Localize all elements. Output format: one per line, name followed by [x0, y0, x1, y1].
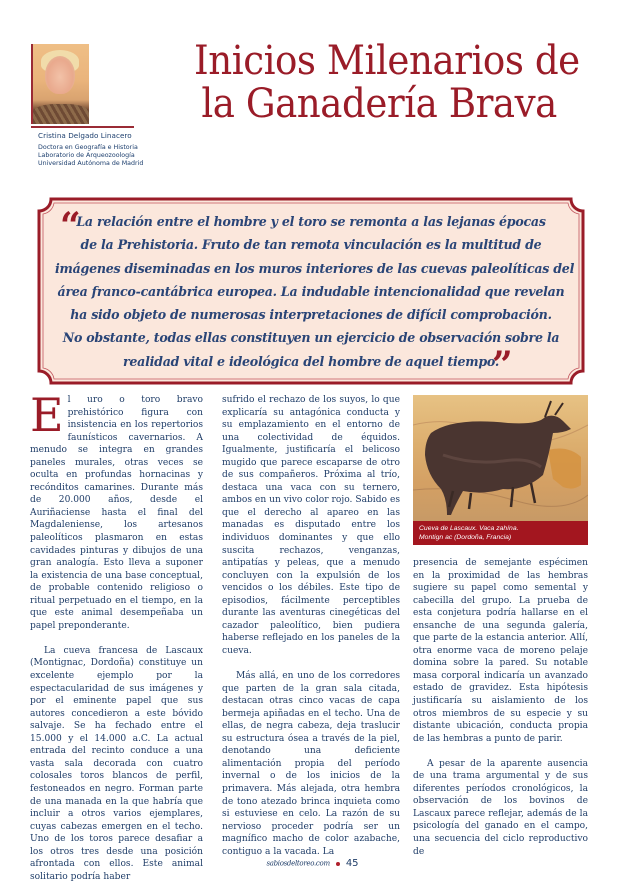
- pull-quote-box: [37, 197, 585, 385]
- author-credential: Laboratorio de Arqueozoología: [38, 152, 135, 159]
- cave-painting-cow-icon: [413, 395, 588, 521]
- page-footer: [0, 858, 625, 869]
- cave-painting-cow-image: [413, 395, 588, 521]
- author-credential: Doctora en Geografía e Historia: [38, 144, 138, 151]
- portrait-scarf: [33, 104, 89, 124]
- page-number: 45: [345, 858, 359, 869]
- author-credential: Universidad Autónoma de Madrid: [38, 160, 144, 167]
- author-name: Cristina Delgado Linacero: [38, 131, 132, 140]
- quote-line: La relación entre el hombre y el toro se remonta a las lejanas épocas: [76, 214, 546, 229]
- quote-line: realidad vital e ideológica del hombre de aquel tiempo.: [123, 353, 499, 369]
- body-column-1: [30, 388, 203, 883]
- quote-line: No obstante, todas ellas constituyen un ejercicio de observación sobre la: [62, 330, 560, 346]
- body-column-3: [413, 557, 588, 858]
- title-line: la Ganadería Brava: [201, 81, 557, 127]
- quote-line: área franco-cantábrica europea. La indudable intencionalidad que revelan: [57, 283, 565, 299]
- portrait-face: [45, 56, 75, 94]
- body-paragraph: [30, 388, 203, 632]
- footer-site-link[interactable]: sabiosdeltoreo.com: [266, 859, 330, 868]
- body-paragraph: La cueva francesa de Lascaux (Montignac, Dordoña) constituye un excelente ejemplo por la espectacularidad de sus imágenes y por el eminente papel que sus autores concedieron a este bóvido salvaje. Se ha fechado entre el 15.000 y el 14.000 a.C. La actual entrada del recinto conduce a una vasta sala decorada con cuatro colosales toros blancos de perfil, festoneados en negro. Forman parte de una manada en la que habría que incluir a otros varios ejemplares, cuyas cabezas emergen en el techo. Uno de los toros parece desafiar a los otros tres desde una posición afrontada con ellos. Este animal solitario podría haber: [30, 645, 203, 882]
- author-photo: [31, 44, 89, 124]
- quote-line: de la Prehistoria. Fruto de tan remota vinculación es la multitud de: [80, 237, 542, 253]
- title-line: Inicios Milenarios de: [194, 38, 580, 84]
- bullet-separator-icon: [336, 862, 340, 866]
- caption-line: Montign ac (Dordoña, Francia): [419, 534, 512, 541]
- drop-cap: E: [30, 388, 64, 442]
- article-title: [168, 38, 580, 127]
- close-quote-icon: ”: [492, 344, 513, 386]
- paragraph-text: l uro o toro bravo prehistórico figura con insistencia en los repertorios faunísticos cavernarios. A menudo se integra en grandes paneles murales, otras veces se oculta en profundas hornacinas y recónditos camarines. Durante más de 20.000 años, desde el Auriñaciense hasta el final del Magdaleniense, los artesanos paleolíticos plasmaron en estas cavidades pinturas y dibujos de una gran analogía. Esto lleva a suponer la existencia de una base conceptual, de probable contenido religioso o ritual perpetuado en el tiempo, en la que este animal desempeñaba un papel preponderante.: [30, 395, 203, 631]
- quote-line: ha sido objeto de numerosas interpretaciones de difícil comprobación.: [70, 307, 552, 323]
- body-paragraph: sufrido el rechazo de los suyos, lo que explicaría su antagónica conducta y su emplazamiento en el entorno de una colectividad de équidos. Igualmente, justificaría el belicoso mugido que parece escaparse de otro de sus compañeros. Próxima al trío, destaca una vaca con su ternero, ambos en un vivo color rojo. Sabido es que el derecho al apareo en las manadas es disputado entre los individuos dominantes y que ello suscita rechazos, venganzas, antipatías y peleas, que a menudo concluyen con la expulsión de los vencidos o los débiles. Este tipo de episodios, fácilmente perceptibles durante las aventuras cinegéticas del cazador paleolítico, bien pudiera haberse reflejado en los paneles de la cueva.: [222, 395, 400, 656]
- body-paragraph: A pesar de la aparente ausencia de una trama argumental y de sus diferentes períodos cronológicos, la observación de los bovinos de Lascaux parece reflejar, además de la psicología del ganado en el campo, una secuencia del ciclo reproductivo de: [413, 758, 588, 857]
- author-credentials: [38, 144, 143, 168]
- caption-line: Cueva de Lascaux. Vaca zahína.: [419, 525, 519, 532]
- body-column-2: [222, 394, 400, 858]
- body-paragraph: Más allá, en uno de los corredores que parten de la gran sala citada, destacan otras cinco vacas de capa bermeja apiñadas en el techo. Una de ellas, de negra cabeza, deja traslucir su estructura ósea a través de la piel, denotando una deficiente alimentación propia del período invernal o de los inicios de la primavera. Más alejada, otra hembra de tono atezado brinca inquieta como si estuviese en celo. La razón de su nervioso proceder podría ser un magnífico macho de color azabache, contiguo a la vacada. La: [222, 671, 400, 857]
- pull-quote-text: [55, 205, 575, 373]
- figure-caption: [413, 521, 588, 545]
- body-paragraph: presencia de semejante espécimen en la proximidad de las hembras sugiere su papel como semental y cabecilla del grupo. La prueba de esta conjetura podría hallarse en el ensanche de una segunda galería, que parte de la estancia anterior. Allí, otra enorme vaca de moreno pelaje domina sobre la pared. Su notable masa corporal indicaría un avanzado estado de gravidez. Esta hipótesis justificaría su aislamiento de los otros miembros de su especie y su distante ubicación, conducta propia de las hembras a punto de parir.: [413, 558, 588, 744]
- author-divider: [31, 126, 134, 128]
- quote-line: imágenes diseminadas en los muros interiores de las cuevas paleolíticas del: [55, 260, 575, 276]
- cave-painting-figure: [413, 395, 588, 545]
- open-quote-icon: “: [60, 205, 81, 247]
